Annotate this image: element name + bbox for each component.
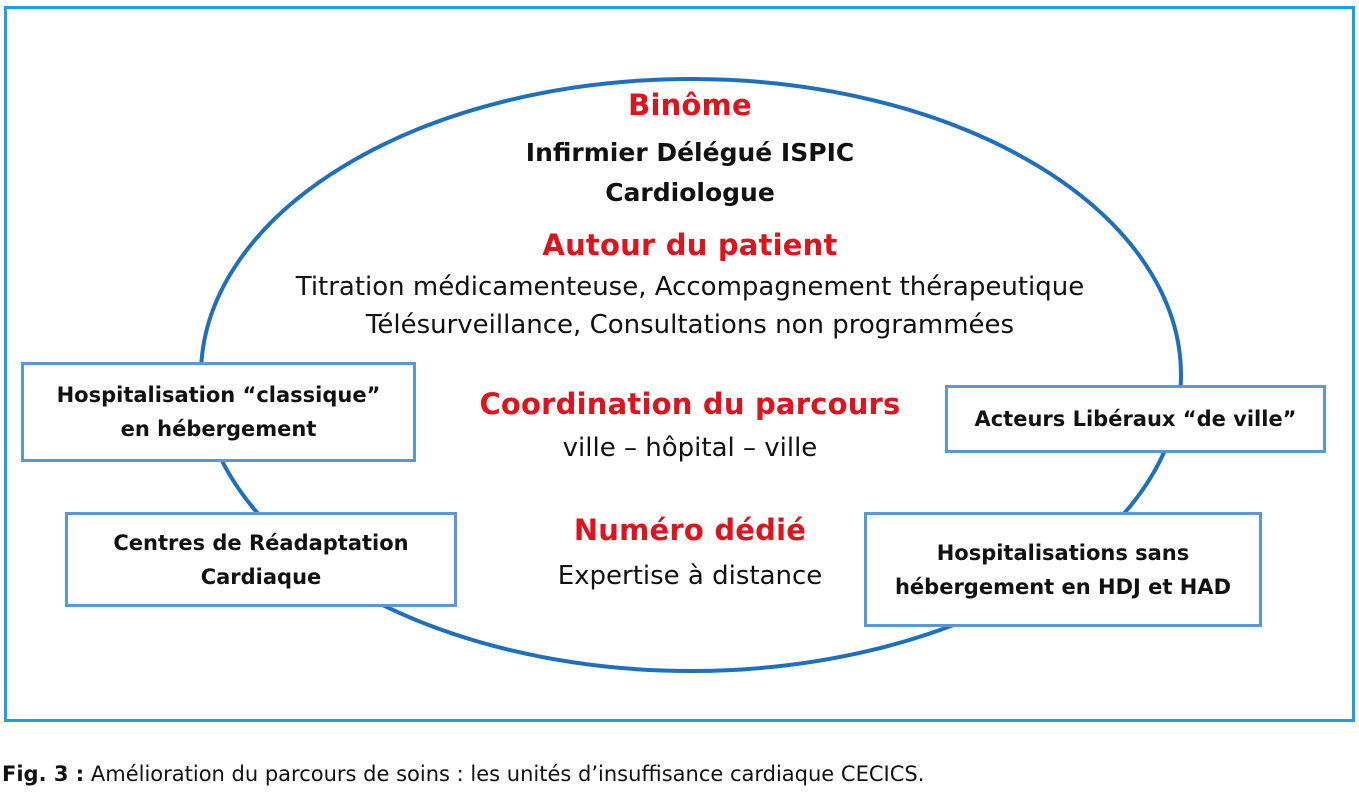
binome-line-cardiologist: Cardiologue bbox=[605, 178, 775, 207]
binome-heading: Binôme bbox=[628, 88, 752, 122]
box-centres-readaptation-line2: Cardiaque bbox=[200, 564, 322, 589]
patient-line-telesurveillance: Télésurveillance, Consultations non programmées bbox=[365, 310, 1015, 340]
box-centres-readaptation bbox=[65, 512, 457, 607]
numero-heading: Numéro dédié bbox=[573, 513, 807, 547]
numero-line: Expertise à distance bbox=[557, 561, 823, 591]
box-hospitalisations-sans-hebergement bbox=[864, 512, 1262, 627]
box-hospitalisation-classique bbox=[21, 362, 416, 462]
box-hospitalisation-classique-line1: Hospitalisation “classique” bbox=[56, 383, 381, 407]
patient-heading: Autour du patient bbox=[542, 228, 838, 262]
box-centres-readaptation-line1: Centres de Réadaptation bbox=[113, 530, 409, 555]
patient-line-titration: Titration médicamenteuse, Accompagnement thérapeutique bbox=[295, 272, 1085, 302]
box-hospitalisation-classique-line2: en hébergement bbox=[120, 417, 317, 441]
coordination-line: ville – hôpital – ville bbox=[562, 433, 818, 463]
box-hospitalisations-sans-line2: hébergement en HDJ et HAD bbox=[894, 574, 1231, 599]
box-hospitalisations-sans-line1: Hospitalisations sans bbox=[936, 540, 1190, 565]
coordination-heading: Coordination du parcours bbox=[479, 387, 901, 421]
box-acteurs-liberaux bbox=[945, 385, 1326, 453]
figure-caption bbox=[2, 762, 924, 786]
figure-caption-text: Amélioration du parcours de soins : les unités d’insuffisance cardiaque CECICS. bbox=[90, 762, 925, 786]
figure-caption-label: Fig. 3 : bbox=[2, 762, 85, 786]
box-acteurs-liberaux-label: Acteurs Libéraux “de ville” bbox=[974, 407, 1297, 431]
binome-line-nurse: Infirmier Délégué ISPIC bbox=[525, 138, 855, 167]
